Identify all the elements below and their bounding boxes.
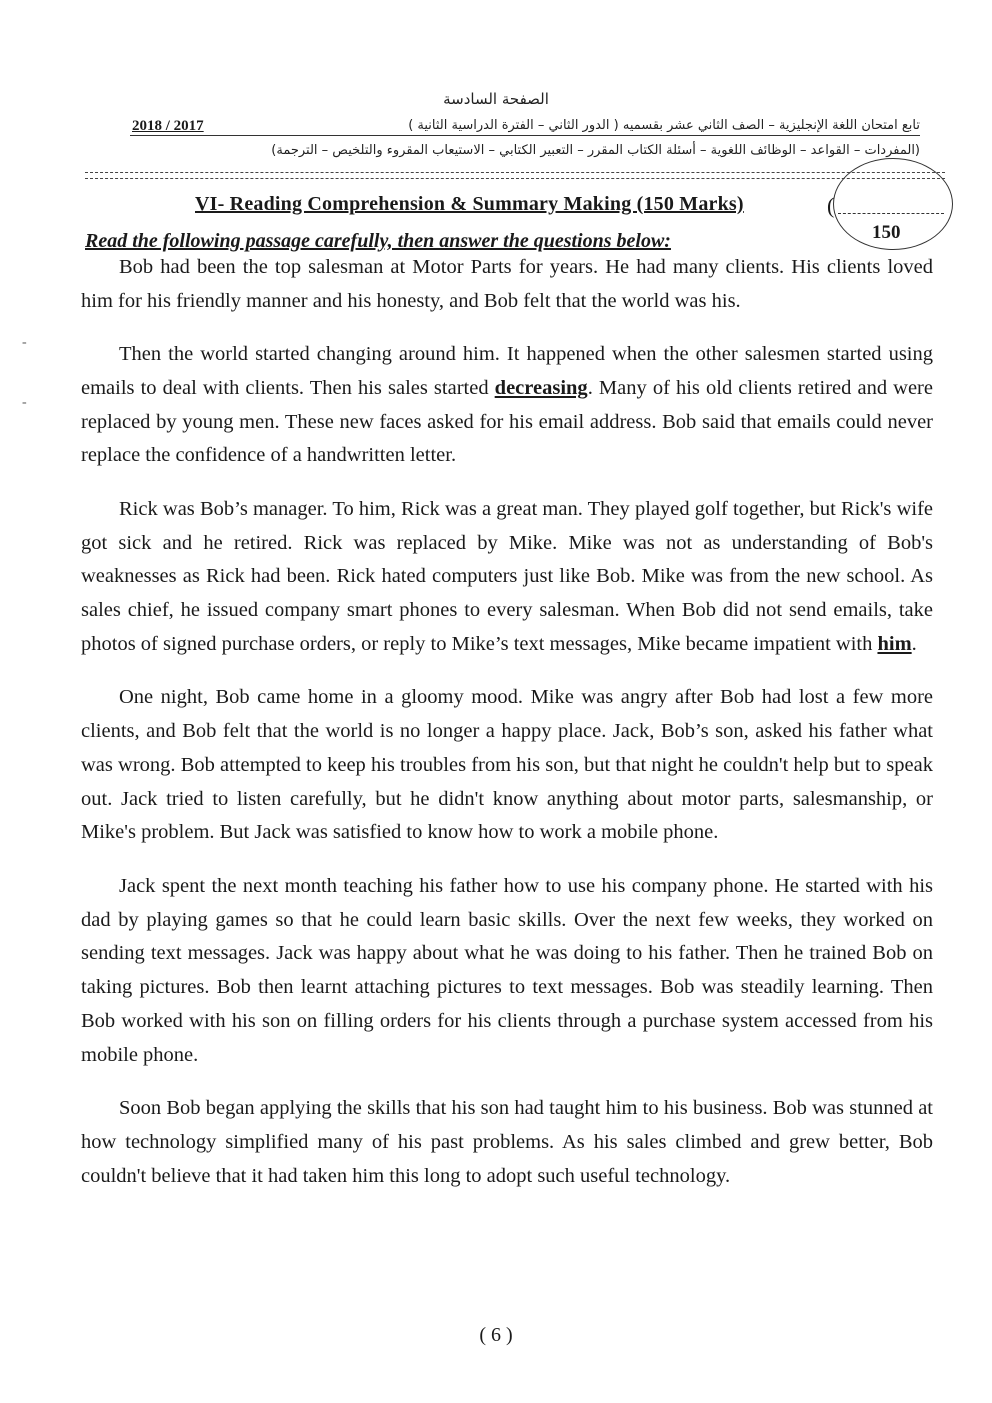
highlighted-word-him: him (877, 632, 912, 655)
passage-paragraph-5: Jack spent the next month teaching his father how to use his company phone. He started with his dad by playing games so that he could learn basic skills. Over the next few weeks, they worked on sending text messages. Jack was happy about what he was doing to his father. Then he trained Bob on taking pictures. Bob then learnt attaching pictures to text messages. Bob was steadily learning. Then Bob worked with his son on filling orders for his clients through a purchase system accessed from his mobile phone. (81, 874, 933, 1066)
passage-paragraph-1: Bob had been the top salesman at Motor Parts for years. He had many clients. His clients loved him for his friendly manner and his honesty, and Bob felt that the world was his. (81, 256, 933, 312)
header-divider-top (85, 172, 945, 173)
arabic-exam-line: تابع امتحان اللغة الإنجليزية – الصف الثاني عشر بقسميه ( الدور الثاني – الفترة الدراسية الثانية ) (130, 118, 920, 136)
margin-tick: - (22, 395, 27, 410)
page-number: ( 6 ) (479, 1324, 513, 1346)
section-bracket: ( (827, 193, 835, 218)
reading-instruction: Read the following passage carefully, then answer the questions below: (85, 230, 671, 252)
section-title: VI- Reading Comprehension & Summary Making (150 Marks) (195, 193, 744, 215)
arabic-page-label: الصفحة السادسة (443, 90, 549, 108)
passage-paragraph-2 (81, 338, 933, 473)
p2-text-b: . Many of his old clients retired and were replaced by young men. These new faces asked for his email address. Bob said that emails could never replace the confidence of a handwritten letter. (81, 376, 933, 467)
p3-text-a: Rick was Bob’s manager. To him, Rick was a great man. They played golf together, but Rick's wife got sick and he retired. Rick was replaced by Mike. Mike was not as understanding of Bob's weaknesses as Rick had been. Rick hated computers just like Bob. Mike was from the new school. As sales chief, he issued company smart phones to every salesman. When Bob did not send emails, take photos of signed purchase orders, or reply to Mike’s text messages, Mike became impatient with (81, 497, 933, 655)
passage-paragraph-6: Soon Bob began applying the skills that his son had taught him to his business. Bob was stunned at how technology simplified many of his past problems. As his sales climbed and grew better, Bob couldn't believe that it had taken him this long to adopt such useful technology. (81, 1097, 933, 1187)
passage-paragraph-4: One night, Bob came home in a gloomy mood. Mike was angry after Bob had lost a few more clients, and Bob felt that the world is no longer a happy place. Jack, Bob’s son, asked his father what was wrong. Bob attempted to keep his troubles from his son, but that night he couldn't help but to speak out. Jack tried to listen carefully, but he didn't know anything about motor parts, salesmanship, or Mike's problem. But Jack was satisfied to know how to work a mobile phone. (81, 686, 933, 844)
margin-tick: - (22, 335, 27, 350)
passage-paragraph-3 (81, 493, 933, 662)
p3-text-b: . (911, 632, 917, 655)
exam-year: 2018 / 2017 (132, 118, 204, 134)
marks-divider (838, 213, 944, 214)
arabic-skills-line: (المفردات – القواعد – الوظائف اللغوية – أسئلة الكتاب المقرر – التعبير الكتابي – الاستيعاب المقروء والتلخيص – الترجمة) (271, 143, 920, 158)
highlighted-word-decreasing: decreasing (494, 376, 588, 399)
marks-total: 150 (872, 222, 901, 243)
p2-text-a: Then the world started changing around him. It happened when the other salesmen started using emails to deal with clients. Then his sales started (81, 343, 933, 399)
header-divider-bottom (85, 178, 945, 179)
reading-passage (81, 251, 933, 1213)
